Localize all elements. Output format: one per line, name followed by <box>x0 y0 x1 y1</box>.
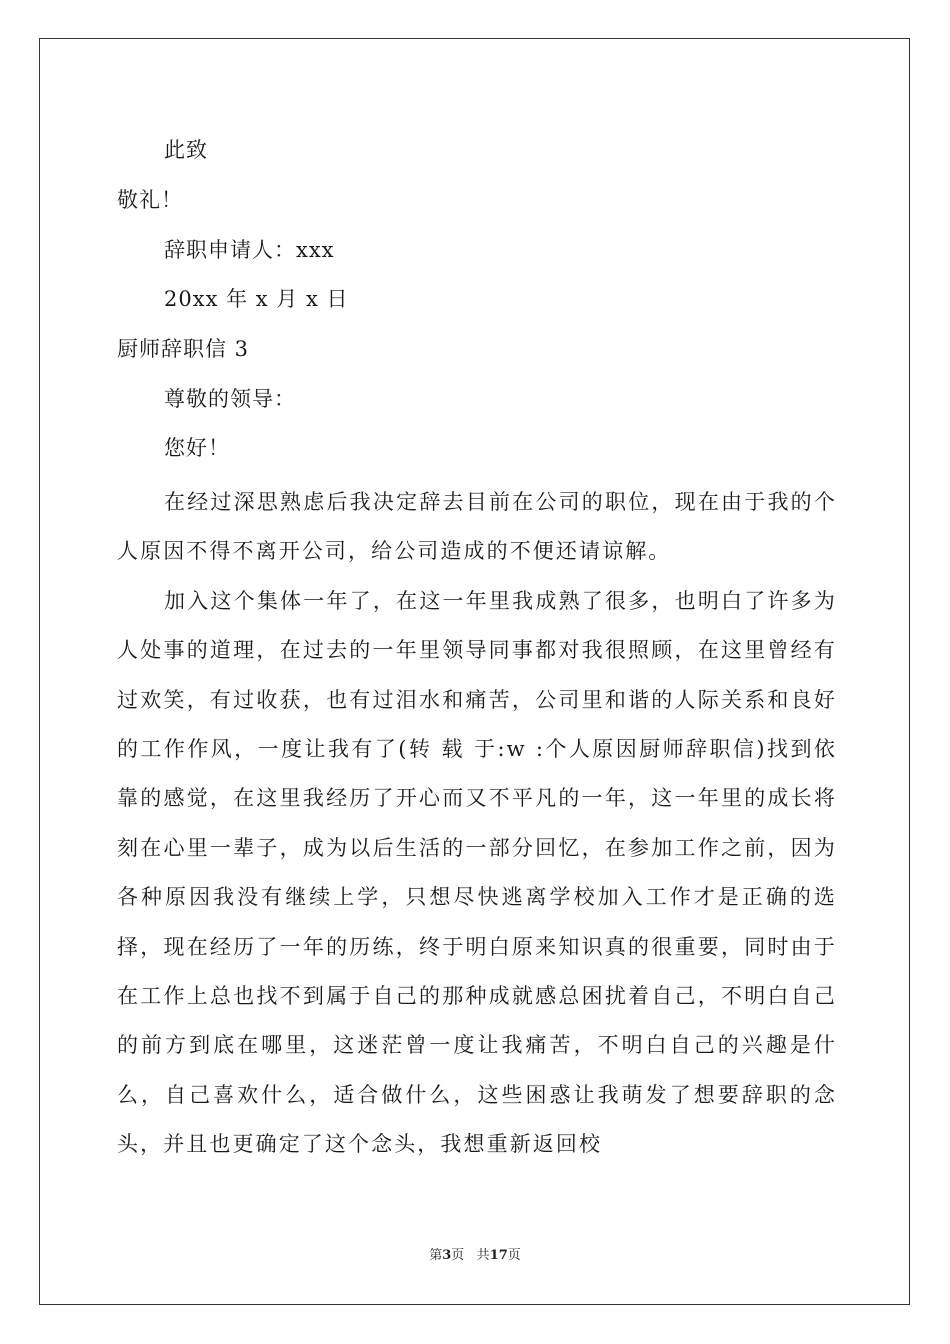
page-prefix: 第 <box>429 1248 443 1263</box>
letter-body <box>117 478 837 1170</box>
body-paragraph: 在经过深思熟虑后我决定辞去目前在公司的职位，现在由于我的个人原因不得不离开公司，给公司造成的不便还请谅解。 <box>117 490 837 564</box>
date-line: 20xx 年 x 月 x 日 <box>164 287 349 311</box>
body-paragraph: 加入这个集体一年了，在这一年里我成熟了很多，也明白了许多为人处事的道理，在过去的一年里领导同事都对我很照顾，在这里曾经有过欢笑，有过收获，也有过泪水和痛苦，公司里和谐的人际关系和良好的工作作风，一度让我有了(转 载 于:w :个人原因厨师辞职信)找到依靠的感觉，在这里我经历了开心而又不平凡的一年，这一年里的成长将刻在心里一辈子，成为以后生活的一部分回忆，在参加工作之前，因为各种原因我没有继续上学，只想尽快逃离学校加入工作才是正确的选择，现在经历了一年的历练，终于明白原来知识真的很重要，同时由于在工作上总也找不到属于自己的那种成就感总困扰着自己，不明白自己的前方到底在哪里，这迷茫曾一度让我痛苦，不明白自己的兴趣是什么，自己喜欢什么，适合做什么，这些困惑让我萌发了想要辞职的念头，并且也更确定了这个念头，我想重新返回校 <box>117 588 837 1157</box>
page-unit: 页 <box>451 1248 465 1263</box>
page-current: 3 <box>442 1248 452 1263</box>
closing-to: 此致 <box>164 138 208 162</box>
closing-salute: 敬礼！ <box>117 188 183 212</box>
total-unit: 页 <box>507 1248 521 1263</box>
page-footer <box>0 1248 950 1264</box>
letter-heading: 厨师辞职信 3 <box>117 337 250 361</box>
signer-line: 辞职申请人：xxx <box>164 238 335 262</box>
total-prefix: 共 <box>476 1248 490 1263</box>
greeting: 您好！ <box>164 436 230 460</box>
page-total: 17 <box>489 1248 508 1263</box>
salutation: 尊敬的领导： <box>164 387 296 411</box>
